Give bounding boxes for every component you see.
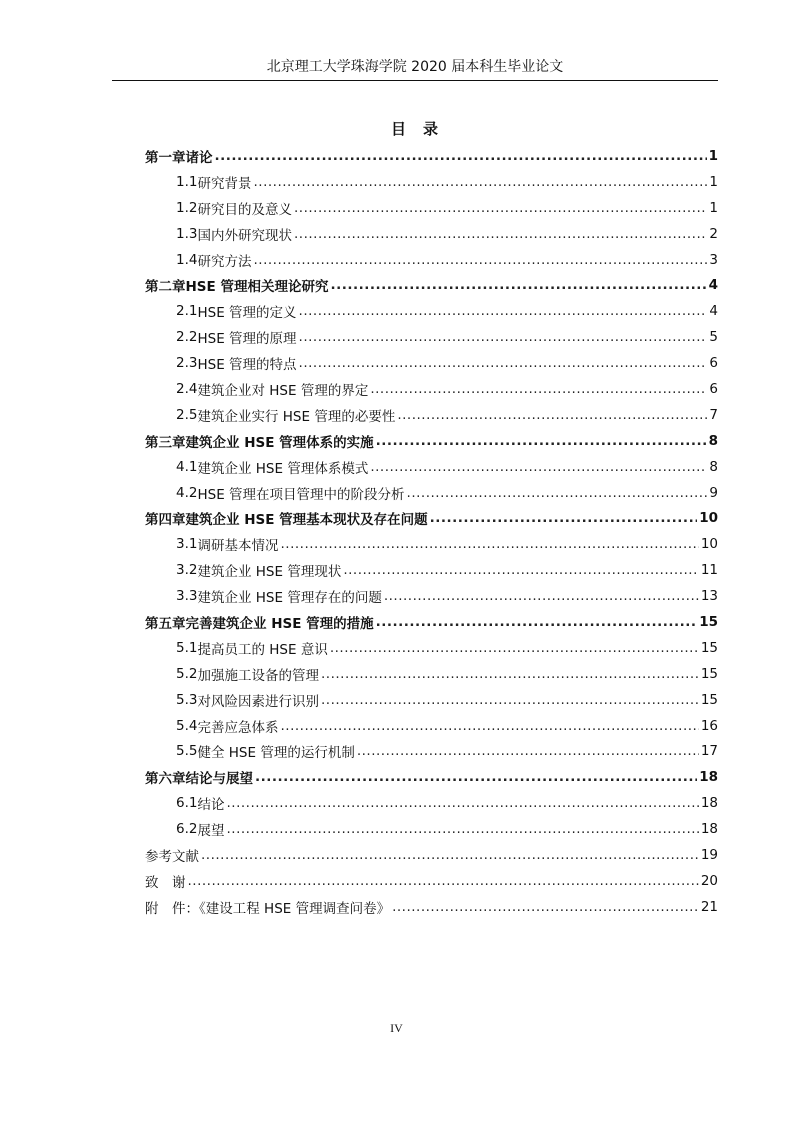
toc-entry-page: 19 bbox=[700, 846, 718, 863]
toc-entry-number: 第二章 bbox=[145, 279, 186, 296]
toc-dot-leader bbox=[253, 252, 707, 268]
toc-entry-number: 第一章 bbox=[145, 149, 186, 166]
toc-dot-leader bbox=[330, 277, 706, 293]
toc-dot-leader bbox=[226, 821, 698, 837]
toc-entry-page: 20 bbox=[700, 872, 718, 889]
toc-entry-page: 15 bbox=[699, 613, 718, 630]
toc-entry-number: 2.1 bbox=[176, 303, 198, 320]
toc-entry-page: 4 bbox=[708, 277, 718, 294]
toc-entry-page: 2 bbox=[709, 225, 718, 242]
toc-entry-page: 10 bbox=[700, 536, 718, 553]
toc-section-entry[interactable] bbox=[145, 247, 718, 273]
toc-dot-leader bbox=[376, 433, 707, 449]
toc-dot-leader bbox=[226, 795, 698, 811]
toc-entry-title: HSE 管理在项目管理中的阶段分析 bbox=[197, 486, 405, 503]
toc-section-entry[interactable] bbox=[145, 816, 718, 842]
toc-entry-page: 11 bbox=[700, 562, 718, 579]
toc-dot-leader bbox=[330, 640, 699, 656]
toc-entry-title: 结论与展望 bbox=[185, 771, 253, 788]
toc-dot-leader bbox=[430, 510, 698, 526]
toc-section-entry[interactable] bbox=[145, 661, 718, 687]
toc-section-entry[interactable] bbox=[145, 687, 718, 713]
toc-dot-leader bbox=[384, 588, 699, 604]
toc-entry-title: 建筑企业 HSE 管理体系的实施 bbox=[185, 434, 374, 451]
toc-entry-number: 5.3 bbox=[176, 691, 198, 708]
toc-entry-title: 结论 bbox=[197, 797, 225, 814]
toc-section-entry[interactable] bbox=[145, 169, 718, 195]
toc-entry-page: 15 bbox=[700, 639, 718, 656]
toc-entry-number: 第五章 bbox=[145, 615, 186, 632]
toc-entry-number: 3.3 bbox=[176, 588, 198, 605]
toc-entry-page: 1 bbox=[708, 147, 718, 164]
toc-entry-number: 2.4 bbox=[176, 380, 198, 397]
toc-entry-title: 致 谢 bbox=[145, 874, 186, 891]
toc-entry-number: 5.5 bbox=[176, 743, 198, 760]
toc-chapter-entry[interactable] bbox=[145, 764, 718, 790]
toc-entry-page: 15 bbox=[700, 691, 718, 708]
toc-dot-leader bbox=[299, 355, 708, 371]
toc-section-entry[interactable] bbox=[145, 402, 718, 428]
toc-entry-title: HSE 管理的特点 bbox=[197, 357, 297, 374]
toc-dot-leader bbox=[357, 743, 699, 759]
toc-section-entry[interactable] bbox=[145, 350, 718, 376]
toc-section-entry[interactable] bbox=[145, 195, 718, 221]
running-header: 北京理工大学珠海学院 2020 届本科生毕业论文 bbox=[266, 59, 564, 75]
toc-chapter-entry[interactable] bbox=[145, 428, 718, 454]
toc-entry-page: 8 bbox=[708, 432, 718, 449]
toc-entry-title: 建筑企业 HSE 管理基本现状及存在问题 bbox=[185, 512, 428, 529]
toc-entry-page: 6 bbox=[709, 355, 718, 372]
toc-section-entry[interactable] bbox=[145, 454, 718, 480]
toc-entry-page: 16 bbox=[700, 717, 718, 734]
toc-entry-page: 5 bbox=[709, 329, 718, 346]
toc-entry-title: 对风险因素进行识别 bbox=[197, 693, 319, 710]
toc-entry-title: 建筑企业 HSE 管理存在的问题 bbox=[197, 590, 382, 607]
toc-dot-leader bbox=[397, 407, 707, 423]
toc-dot-leader bbox=[294, 200, 707, 216]
toc-chapter-entry[interactable] bbox=[145, 272, 718, 298]
toc-entry-title: 调研基本情况 bbox=[197, 538, 279, 555]
toc-entry-number: 2.3 bbox=[176, 355, 198, 372]
toc-entry-title: 诸论 bbox=[185, 149, 213, 166]
toc-dot-leader bbox=[280, 536, 698, 552]
toc-entry-number: 5.2 bbox=[176, 665, 198, 682]
toc-entry-page: 18 bbox=[700, 821, 718, 838]
toc-section-entry[interactable] bbox=[145, 635, 718, 661]
table-of-contents bbox=[145, 143, 718, 920]
toc-chapter-entry[interactable] bbox=[145, 894, 718, 920]
toc-section-entry[interactable] bbox=[145, 221, 718, 247]
toc-entry-title: 完善应急体系 bbox=[197, 719, 279, 736]
toc-section-entry[interactable] bbox=[145, 376, 718, 402]
toc-entry-page: 8 bbox=[709, 458, 718, 475]
toc-entry-title: 国内外研究现状 bbox=[197, 227, 292, 244]
toc-dot-leader bbox=[392, 899, 699, 915]
toc-entry-number: 4.2 bbox=[176, 484, 198, 501]
toc-entry-number: 2.5 bbox=[176, 406, 198, 423]
toc-entry-title: 研究方法 bbox=[197, 253, 252, 270]
toc-dot-leader bbox=[201, 847, 699, 863]
toc-entry-title: 参考文献 bbox=[145, 848, 199, 865]
toc-entry-title: 附 件：《建设工程 HSE 管理调查问卷》 bbox=[145, 900, 391, 917]
toc-entry-page: 3 bbox=[709, 251, 718, 268]
toc-entry-page: 15 bbox=[700, 665, 718, 682]
toc-entry-page: 13 bbox=[700, 588, 718, 605]
toc-section-entry[interactable] bbox=[145, 738, 718, 764]
toc-dot-leader bbox=[370, 381, 707, 397]
toc-entry-title: 建筑企业实行 HSE 管理的必要性 bbox=[197, 408, 396, 425]
toc-entry-title: HSE 管理相关理论研究 bbox=[185, 279, 329, 296]
toc-title: 目 录 bbox=[390, 120, 439, 138]
toc-section-entry[interactable] bbox=[145, 557, 718, 583]
toc-entry-page: 18 bbox=[700, 795, 718, 812]
toc-entry-page: 4 bbox=[709, 303, 718, 320]
toc-dot-leader bbox=[280, 718, 698, 734]
toc-entry-title: 提高员工的 HSE 意识 bbox=[197, 641, 328, 658]
toc-section-entry[interactable] bbox=[145, 298, 718, 324]
toc-entry-title: 建筑企业 HSE 管理现状 bbox=[197, 564, 342, 581]
toc-dot-leader bbox=[321, 666, 699, 682]
toc-entry-number: 3.1 bbox=[176, 536, 198, 553]
toc-section-entry[interactable] bbox=[145, 324, 718, 350]
toc-dot-leader bbox=[294, 226, 707, 242]
toc-entry-title: 研究背景 bbox=[197, 175, 252, 192]
toc-entry-page: 17 bbox=[700, 743, 718, 760]
toc-entry-number: 5.1 bbox=[176, 639, 198, 656]
toc-dot-leader bbox=[321, 692, 699, 708]
toc-entry-title: HSE 管理的原理 bbox=[197, 331, 297, 348]
toc-section-entry[interactable] bbox=[145, 480, 718, 506]
toc-entry-number: 1.3 bbox=[176, 225, 198, 242]
toc-entry-page: 18 bbox=[699, 769, 718, 786]
toc-entry-title: 展望 bbox=[197, 823, 225, 840]
toc-section-entry[interactable] bbox=[145, 790, 718, 816]
toc-chapter-entry[interactable] bbox=[145, 842, 718, 868]
toc-dot-leader bbox=[253, 174, 707, 190]
toc-dot-leader bbox=[215, 148, 707, 164]
toc-entry-number: 3.2 bbox=[176, 562, 198, 579]
toc-entry-page: 9 bbox=[709, 484, 718, 501]
toc-dot-leader bbox=[376, 614, 698, 630]
toc-chapter-entry[interactable] bbox=[145, 143, 718, 169]
toc-entry-page: 6 bbox=[709, 380, 718, 397]
toc-entry-page: 1 bbox=[709, 199, 718, 216]
toc-entry-title: 研究目的及意义 bbox=[197, 201, 292, 218]
toc-dot-leader bbox=[299, 329, 708, 345]
toc-entry-page: 1 bbox=[709, 173, 718, 190]
toc-dot-leader bbox=[255, 769, 697, 785]
toc-entry-number: 2.2 bbox=[176, 329, 198, 346]
toc-dot-leader bbox=[188, 873, 699, 889]
toc-chapter-entry[interactable] bbox=[145, 868, 718, 894]
toc-entry-number: 第六章 bbox=[145, 771, 186, 788]
toc-entry-number: 6.1 bbox=[176, 795, 198, 812]
toc-entry-number: 6.2 bbox=[176, 821, 198, 838]
toc-entry-title: 建筑企业 HSE 管理体系模式 bbox=[197, 460, 369, 477]
toc-entry-title: HSE 管理的定义 bbox=[197, 305, 297, 322]
toc-entry-title: 加强施工设备的管理 bbox=[197, 667, 319, 684]
toc-chapter-entry[interactable] bbox=[145, 609, 718, 635]
toc-entry-number: 4.1 bbox=[176, 458, 198, 475]
toc-dot-leader bbox=[370, 459, 707, 475]
toc-dot-leader bbox=[343, 562, 698, 578]
toc-entry-number: 1.1 bbox=[176, 173, 198, 190]
toc-section-entry[interactable] bbox=[145, 713, 718, 739]
toc-entry-page: 10 bbox=[699, 510, 718, 527]
toc-entry-number: 1.2 bbox=[176, 199, 198, 216]
toc-entry-title: 完善建筑企业 HSE 管理的措施 bbox=[185, 615, 374, 632]
toc-entry-page: 7 bbox=[709, 406, 718, 423]
toc-section-entry[interactable] bbox=[145, 583, 718, 609]
toc-dot-leader bbox=[407, 485, 708, 501]
toc-entry-page: 21 bbox=[700, 898, 718, 915]
toc-chapter-entry[interactable] bbox=[145, 505, 718, 531]
toc-section-entry[interactable] bbox=[145, 531, 718, 557]
toc-entry-number: 第三章 bbox=[145, 434, 186, 451]
toc-dot-leader bbox=[299, 303, 708, 319]
toc-entry-title: 建筑企业对 HSE 管理的界定 bbox=[197, 382, 369, 399]
toc-entry-number: 第四章 bbox=[145, 512, 186, 529]
toc-entry-number: 1.4 bbox=[176, 251, 198, 268]
header-divider bbox=[112, 80, 718, 81]
toc-entry-title: 健全 HSE 管理的运行机制 bbox=[197, 745, 355, 762]
toc-entry-number: 5.4 bbox=[176, 717, 198, 734]
page-number: IV bbox=[390, 1021, 403, 1035]
